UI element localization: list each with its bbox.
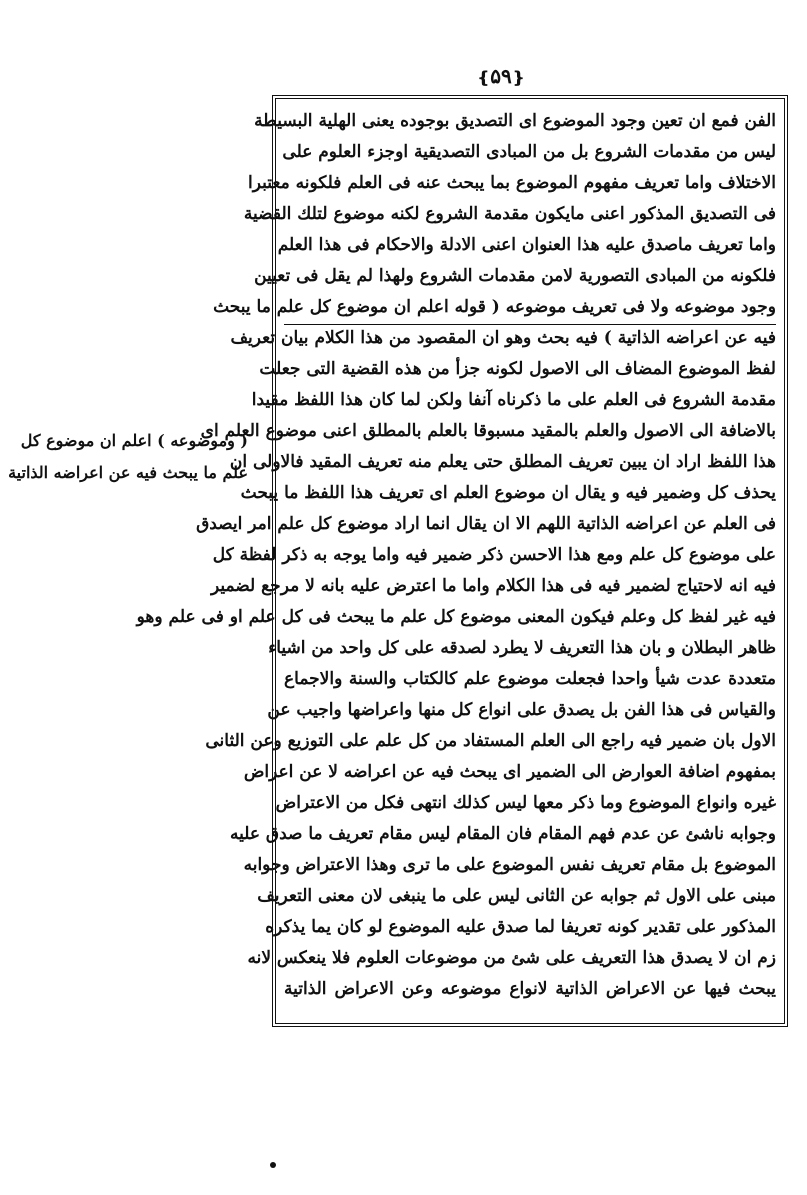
- ornament-left: ❴: [511, 68, 526, 87]
- main-line: متعددة عدت شيأ واحدا فجعلت موضوع علم كالكتاب والسنة والاجماع: [284, 669, 776, 689]
- main-line: والقياس فى هذا الفن بل يصدق على انواع كل منها واعراضها واجيب عن: [267, 700, 776, 720]
- main-line: على موضوع كل علم ومع هذا الاحسن ذكر ضمير فيه واما يوجه به ذكر لفظة كل: [212, 545, 776, 565]
- main-line: لفظ الموضوع المضاف الى الاصول لكونه جزأ من هذه القضية التى جعلت: [259, 359, 776, 379]
- main-line: فى التصديق المذكور اعنى مايكون مقدمة الشروع لكنه موضوع لتلك القضية: [243, 204, 776, 224]
- main-line: الاول بان ضمير فيه راجع الى العلم المستفاد من كل علم على التوزيع وعن الثانى: [205, 731, 776, 751]
- main-line: فيه عن اعراضه الذاتية ) فيه بحث وهو ان المقصود من هذا الكلام بيان تعريف: [230, 328, 776, 348]
- main-line: بالاضافة الى الاصول والعلم بالمقيد مسبوقا بالعلم بالمطلق اعنى موضوع العلم اى: [200, 421, 776, 441]
- main-line: مقدمة الشروع فى العلم على ما ذكرناه آنفا ولكن لما كان هذا اللفظ مقيدا: [251, 390, 776, 410]
- main-line: المذكور على تقدير كونه تعريفا لما صدق عليه الموضوع لو كان يما يذكره: [265, 917, 776, 937]
- main-line: بمفهوم اضافة العوارض الى الضمير اى يبحث فيه عن اعراضه لا عن اعراض: [243, 762, 776, 782]
- text-frame: [136, 95, 788, 1027]
- main-text-block: [136, 105, 776, 1017]
- main-line: غيره وانواع الموضوع وما ذكر معها ليس كذلك انتهى فكل من الاعتراض: [275, 793, 776, 813]
- main-line: الفن فمع ان تعين وجود الموضوع اى التصديق بوجوده يعنى الهلية البسيطة: [254, 111, 776, 131]
- main-line: فيه غير لفظ كل وعلم فيكون المعنى موضوع كل علم ما يبحث فى كل علم او فى علم وهو: [136, 607, 776, 627]
- main-line: فلكونه من المبادى التصورية لامن مقدمات الشروع ولهذا لم يقل فى تعيين: [254, 266, 776, 286]
- main-line: وجود موضوعه ولا فى تعريف موضوعه ( قوله اعلم ان موضوع كل علم ما يبحث: [284, 291, 776, 325]
- main-line: واما تعريف ماصدق عليه هذا العنوان اعنى الادلة والاحكام فى هذا العلم: [277, 235, 776, 255]
- main-line: هذا اللفظ اراد ان يبين تعريف المطلق حتى يعلم منه تعريف المقيد فالاولى ان: [229, 452, 776, 472]
- main-line: الموضوع بل مقام تعريف نفس الموضوع على ما ترى وهذا الاعتراض وجوابه: [243, 855, 776, 875]
- main-line: يبحث فيها عن الاعراض الذاتية لانواع موضوعه وعن الاعراض الذاتية: [284, 979, 776, 999]
- ornament-right: ❵: [476, 68, 491, 87]
- main-line: وجوابه ناشئ عن عدم فهم المقام فان المقام ليس مقام تعريف ما صدق عليه: [229, 824, 776, 844]
- page-number: [466, 62, 536, 90]
- main-line: يحذف كل وضمير فيه و يقال ان موضوع العلم اى تعريف هذا اللفظ ما يبحث: [240, 483, 776, 503]
- margin-note: [8, 425, 248, 489]
- margin-note-line: علم ما يبحث فيه عن اعراضه الذاتية: [8, 463, 248, 482]
- main-line: ظاهر البطلان و بان هذا التعريف لا يطرد لصدقه على كل واحد من اشياء: [268, 638, 776, 658]
- margin-note-line: ( وموضوعه ) اعلم ان موضوع كل: [20, 431, 248, 450]
- main-line: الاختلاف واما تعريف مفهوم الموضوع بما يبحث عنه فى العلم فلكونه معتبرا: [248, 173, 776, 193]
- main-line: مبنى على الاول ثم جوابه عن الثانى ليس على ما ينبغى لان معنى التعريف: [257, 886, 776, 906]
- main-line: زم ان لا يصدق هذا التعريف على شئ من موضوعات العلوم فلا ينعكس لانه: [247, 948, 776, 968]
- main-line: فى العلم عن اعراضه الذاتية اللهم الا ان يقال انما اراد موضوع كل علم امر ايصدق: [196, 514, 776, 534]
- main-line: ليس من مقدمات الشروع بل من المبادى التصديقية اوجزء العلوم على: [282, 142, 776, 162]
- main-line: فيه انه لاحتياج لضمير فيه فى هذا الكلام واما ما اعترض عليه بانه لا مرجع لضمير: [210, 576, 776, 596]
- bottom-dot: [270, 1162, 276, 1168]
- page-number-text: ۵۹: [490, 64, 512, 88]
